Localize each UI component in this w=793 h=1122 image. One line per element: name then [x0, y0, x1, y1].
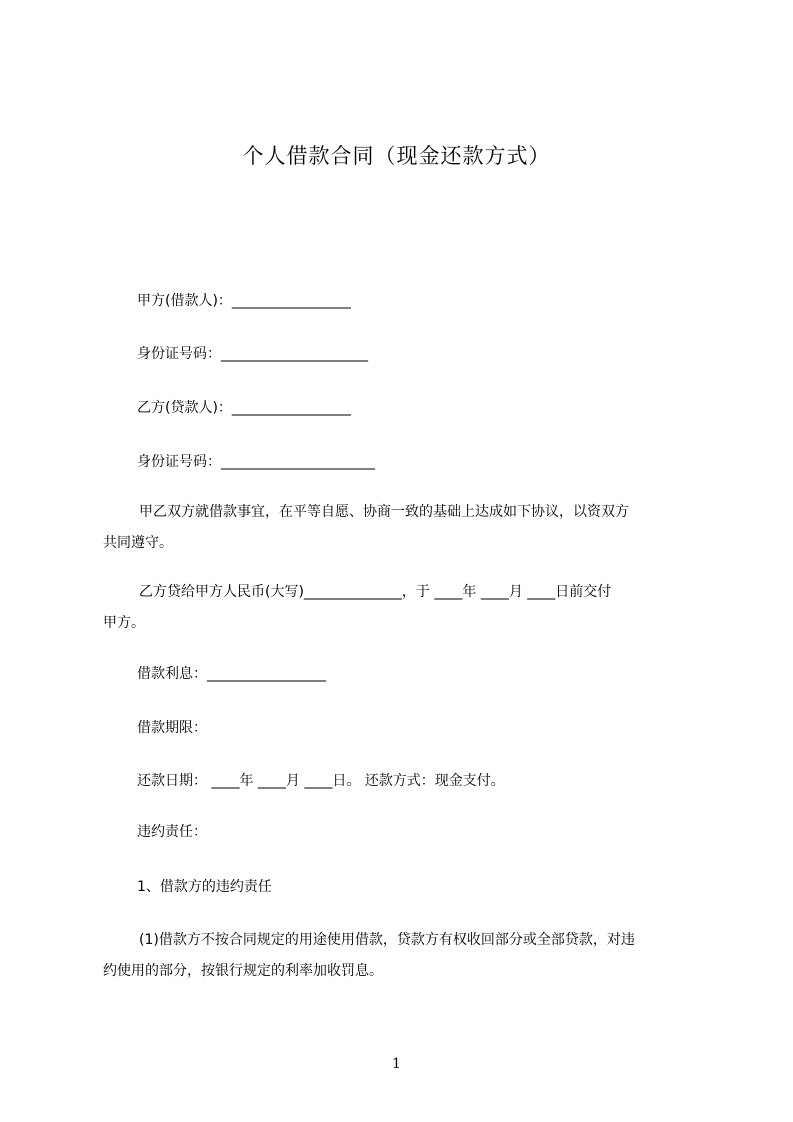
loan-amount-paragraph [103, 577, 703, 639]
party-b-id-field: 身份证号码：______________________ [137, 454, 375, 470]
liability-clause-1 [103, 925, 703, 987]
party-b-field: 乙方(贷款人)：_________________ [137, 400, 351, 416]
interest-field: 借款利息：_________________ [137, 666, 326, 682]
document-title: 个人借款合同（现金还款方式） [242, 144, 551, 168]
liability-clause-1-line-1: (1)借款方不按合同规定的用途使用借款，贷款方有权收回部分或全部贷款，对违 [139, 932, 635, 948]
loan-amount-line-1: 乙方贷给甲方人民币(大写)______________，于 ____年 ____月 ____日前交付 [139, 584, 612, 600]
agreement-paragraph [103, 497, 703, 559]
party-a-field: 甲方(借款人)：_________________ [137, 293, 351, 309]
term-field: 借款期限： [137, 720, 207, 736]
loan-amount-line-2: 甲方。 [103, 615, 145, 631]
party-a-id-field: 身份证号码：_____________________ [137, 346, 368, 362]
repayment-field: 还款日期： ____年 ____月 ____日。 还款方式：现金支付。 [137, 773, 505, 789]
page-number: 1 [392, 1056, 401, 1072]
liability-clause-1-line-2: 约使用的部分，按银行规定的利率加收罚息。 [103, 963, 383, 979]
agreement-line-1: 甲乙双方就借款事宜，在平等自愿、协商一致的基础上达成如下协议，以资双方 [139, 504, 629, 520]
liability-item-1: 1、借款方的违约责任 [137, 879, 272, 895]
liability-heading: 违约责任： [137, 824, 207, 840]
agreement-line-2: 共同遵守。 [103, 535, 173, 551]
